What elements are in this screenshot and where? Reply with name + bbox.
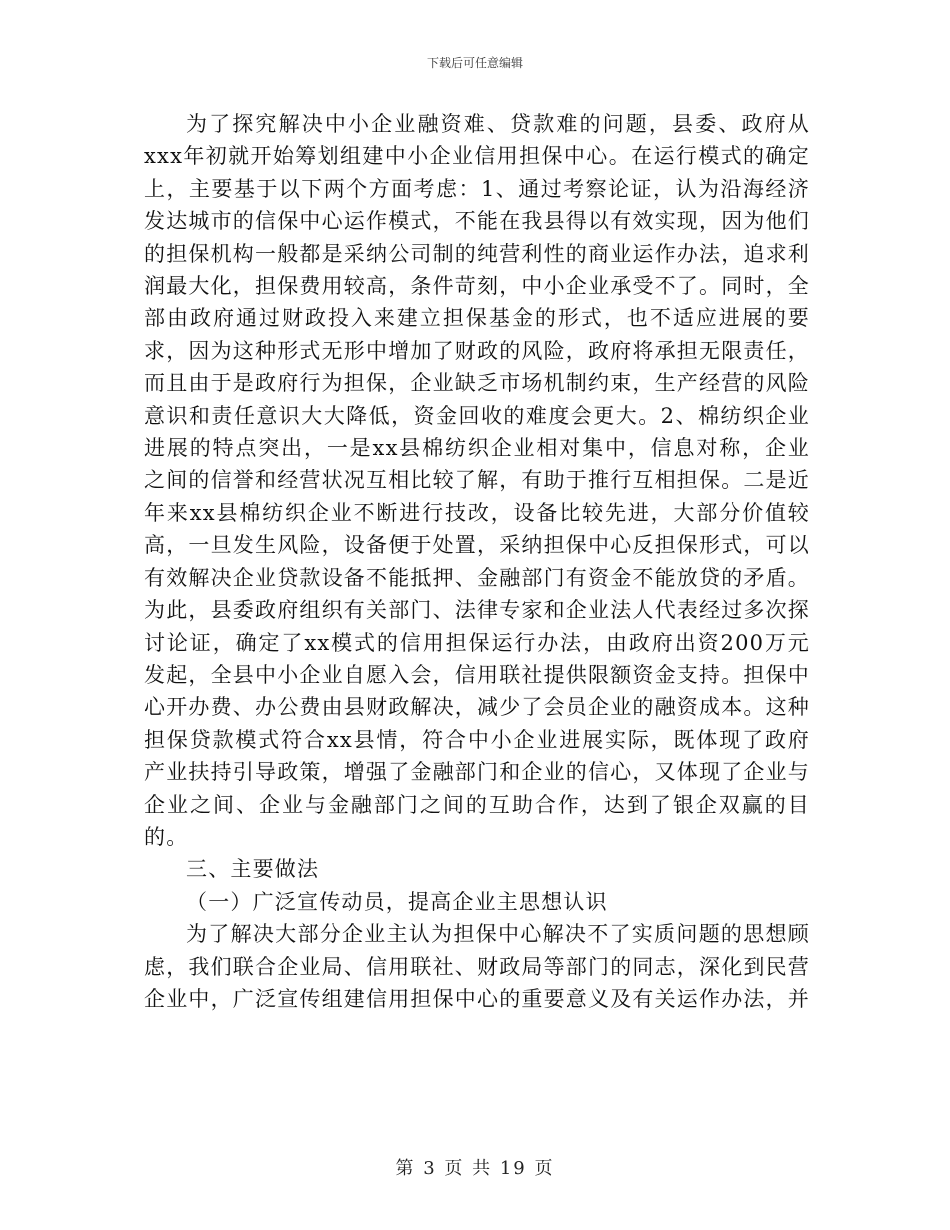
paragraph-2: 为了解决大部分企业主认为担保中心解决不了实质问题的思想顾虑，我们联合企业局、信用联社、财政局等部门的同志，深化到民营企业中，广泛宣传组建信用担保中心的重要意义及有关运作办法，并	[144, 922, 810, 1011]
section-heading: 三、主要做法	[186, 857, 320, 882]
paragraph-1: 为了探究解决中小企业融资难、贷款难的问题，县委、政府从xxx年初就开始筹划组建中小企业信用担保中心。在运行模式的确定上，主要基于以下两个方面考虑：1、通过考察论证，认为沿海经济发达城市的信保中心运作模式，不能在我县得以有效实现，因为他们的担保机构一般都是采纳公司制的纯营利性的商业运作办法，追求利润最大化，担保费用较高，条件苛刻，中小企业承受不了。同时，全部由政府通过财政投入来建立担保基金的形式，也不适应进展的要求，因为这种形式无形中增加了财政的风险，政府将承担无限责任，而且由于是政府行为担保，企业缺乏市场机制约束，生产经营的风险意识和责任意识大大降低，资金回收的难度会更大。2、棉纺织企业进展的特点突出，一是xx县棉纺织企业相对集中，信息对称，企业之间的信誉和经营状况互相比较了解，有助于推行互相担保。二是近年来xx县棉纺织企业不断进行技改，设备比较先进，大部分价值较高，一旦发生风险，设备便于处置，采纳担保中心反担保形式，可以有效解决企业贷款设备不能抵押、金融部门有资金不能放贷的矛盾。为此，县委政府组织有关部门、法律专家和企业法人代表经过多次探讨论证，确定了xx模式的信用担保运行办法，由政府出资200万元发起，全县中小企业自愿入会，信用联社提供限额资金支持。担保中心开办费、办公费由县财政解决，减少了会员企业的融资成本。这种担保贷款模式符合xx县情，符合中小企业进展实际，既体现了政府产业扶持引导政策，增强了金融部门和企业的信心，又体现了企业与企业之间、企业与金融部门之间的互助合作，达到了银企双赢的目的。	[144, 112, 810, 849]
page-header: 下载后可任意编辑	[426, 56, 523, 70]
page-footer: 第 3 页 共 19 页	[395, 1158, 555, 1179]
subsection-heading: （一）广泛宣传动员，提高企业主思想认识	[186, 889, 608, 914]
document-body	[144, 108, 810, 1015]
